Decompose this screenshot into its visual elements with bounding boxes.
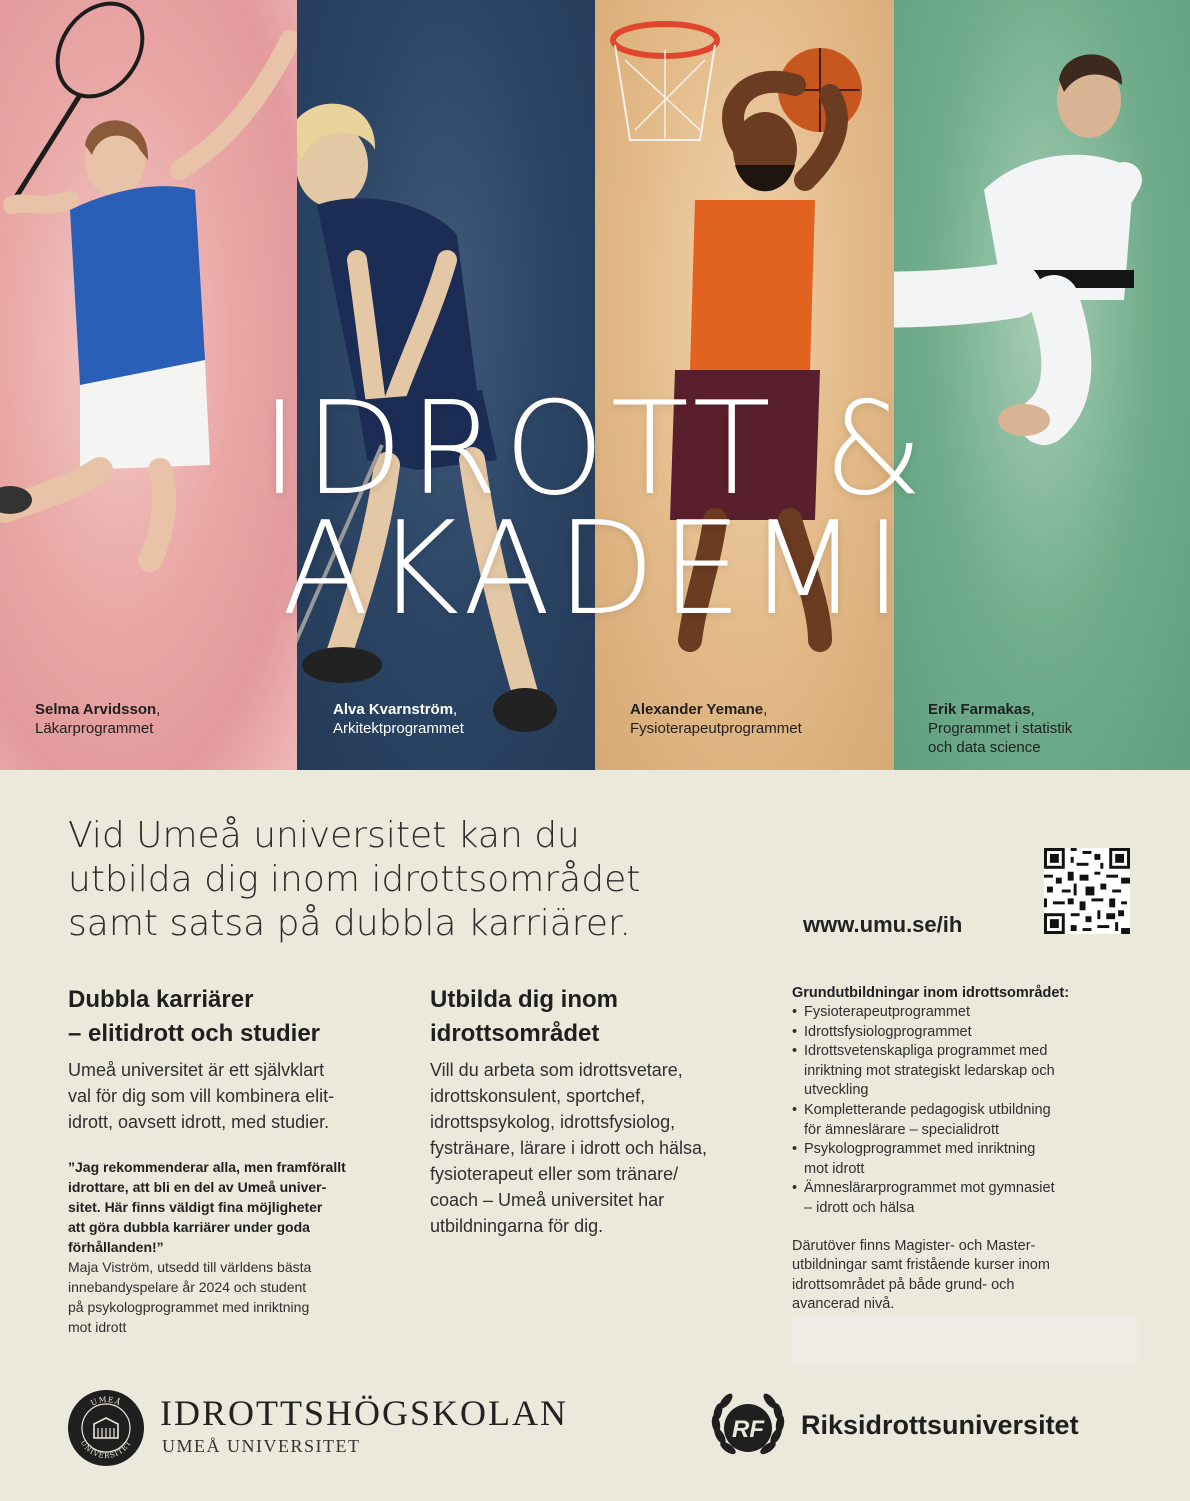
athlete-name: Alexander Yemane (630, 701, 764, 718)
idrottshogskolan-logo-text: IDROTTSHÖGSKOLAN (160, 1393, 568, 1433)
intro-line: utbilda dig inom idrottsområdet (68, 859, 641, 900)
athlete-name: Selma Arvidsson (35, 701, 157, 718)
body-line: idrott, oavsett idrott, med studier. (68, 1112, 330, 1132)
section-heading (68, 983, 398, 1051)
body-line: fysioterapeut eller som tränare/ (430, 1164, 679, 1184)
program-line: • Kompletterande pedagogisk utbildning (804, 1101, 1051, 1118)
body-line: idrottskonsulent, sportchef, (430, 1086, 646, 1106)
program-item (792, 1101, 1137, 1140)
program-line: • Idrottsfysiologprogrammet (804, 1023, 972, 1040)
info-line: idrottsområdet på både grund- och (792, 1276, 1015, 1293)
quote-line: idrottare, att bli en del av Umeå univer- (68, 1179, 327, 1195)
qr-code-icon[interactable] (1044, 848, 1130, 934)
body-line: idrottspsykolog, idrottsfysiolog, (430, 1112, 676, 1132)
quote-line: förhållanden!” (68, 1239, 164, 1255)
qr-code-graphic (1044, 848, 1130, 934)
riksidrottsuniversitet-emblem-icon (706, 1386, 790, 1470)
heading-line: – elitidrott och studier (68, 1020, 321, 1047)
program-item (792, 1023, 1137, 1043)
attribution-line: innebandyspelare år 2024 och student (68, 1279, 307, 1295)
rf-mark-text: RF (732, 1416, 764, 1443)
athlete-program: Arkitektprogrammet (333, 720, 464, 737)
rf-emblem-graphic (706, 1386, 790, 1470)
umea-university-seal-icon (68, 1390, 144, 1466)
heading-line: Dubbla karriärer (68, 986, 254, 1013)
seal-text-bottom: UNIVERSITET (78, 1438, 134, 1461)
testimonial-quote (68, 1157, 398, 1257)
section-body (68, 1057, 398, 1135)
program-item (792, 1179, 1137, 1218)
blank-panel (792, 1316, 1137, 1364)
programs-list (792, 1003, 1137, 1219)
athlete-caption-3: Alexander Yemane, Fysioterapeutprogrammet (630, 701, 802, 737)
body-line: Umeå universitet är ett självklart (68, 1060, 325, 1080)
program-line: • Idrottsvetenskapliga programmet med (804, 1043, 1048, 1060)
athlete-caption-1: Selma Arvidsson, Läkarprogrammet (35, 701, 161, 737)
program-line: – idrott och hälsa (804, 1199, 915, 1216)
quote-line: sitet. Här finns väldigt fina möjligheter (68, 1199, 323, 1215)
attribution-line: mot idrott (68, 1319, 127, 1335)
program-item (792, 1003, 1137, 1023)
body-line: coach – Umeå universitet har (430, 1190, 665, 1210)
program-line: inriktning mot strategiskt ledarskap och (804, 1062, 1055, 1079)
section-heading (430, 983, 770, 1051)
athlete-program: Fysioterapeutprogrammet (630, 720, 802, 737)
body-line: fysträнare, lärare i idrott och hälsa, (430, 1138, 708, 1158)
athlete-caption-4: Erik Farmakas, Programmet i statistik och data science (928, 701, 1073, 756)
program-line: • Ämneslärarprogrammet mot gymnasiet (804, 1180, 1055, 1197)
athlete-name: Alva Kvarnström (333, 701, 454, 718)
testimonial-attribution (68, 1257, 398, 1337)
seal-graphic (68, 1390, 144, 1466)
program-item (792, 1042, 1137, 1101)
body-line: utbildningarna för dig. (430, 1216, 604, 1236)
info-line: utbildningar samt fristående kurser inom (792, 1257, 1050, 1274)
program-item (792, 1140, 1137, 1179)
intro-heading (68, 814, 768, 946)
attribution-line: Maja Viström, utsedd till världens bästa (68, 1259, 312, 1275)
body-line: val för dig som vill kombinera elit- (68, 1086, 335, 1106)
program-line: mot idrott (804, 1160, 865, 1177)
program-line: för ämneslärare – specialidrott (804, 1121, 1000, 1138)
athlete-caption-2: Alva Kvarnström, Arkitektprogrammet (333, 701, 464, 737)
info-line: Därutöver finns Magister- och Master- (792, 1237, 1036, 1254)
hero-title-line2: AKADEMI (281, 495, 909, 644)
dual-career-section (68, 983, 398, 1337)
heading-line: idrottsområdet (430, 1020, 600, 1047)
hero-title-line1: IDROTT & (260, 375, 930, 524)
seal-text-top: UMEÅ (89, 1394, 123, 1408)
attribution-line: på psykologprogrammet med inriktning (68, 1299, 310, 1315)
quote-line: att göra dubbla karriärer under goda (68, 1219, 310, 1235)
info-line: avancerad nivå. (792, 1296, 895, 1313)
athlete-program: Läkarprogrammet (35, 720, 154, 737)
website-link[interactable]: www.umu.se/ih (803, 912, 963, 937)
study-sports-section (430, 983, 770, 1239)
athlete-name: Erik Farmakas (928, 701, 1031, 718)
athlete-program-line1: Programmet i statistik (928, 720, 1073, 737)
athlete-program-line2: och data science (928, 739, 1041, 756)
section-body (430, 1057, 770, 1239)
programs-heading: Grundutbildningar inom idrottsområdet: (792, 985, 1070, 1001)
program-line: utveckling (804, 1082, 869, 1099)
additional-info (792, 1237, 1137, 1315)
program-line: • Fysioterapeutprogrammet (804, 1004, 971, 1020)
programs-list-section (792, 983, 1137, 1315)
program-line: • Psykologprogrammet med inriktning (804, 1141, 1036, 1158)
umea-universitet-logo-text: UMEÅ UNIVERSITET (162, 1436, 361, 1456)
quote-line: ”Jag rekommenderar alla, men framförallt (68, 1159, 346, 1175)
riksidrottsuniversitet-logo-text: Riksidrottsuniversitet (801, 1410, 1079, 1440)
heading-line: Utbilda dig inom (430, 986, 618, 1013)
body-line: Vill du arbeta som idrottsvetare, (430, 1060, 683, 1080)
intro-line: samt satsa på dubbla karriärer. (68, 903, 631, 944)
intro-line: Vid Umeå universitet kan du (68, 815, 580, 856)
